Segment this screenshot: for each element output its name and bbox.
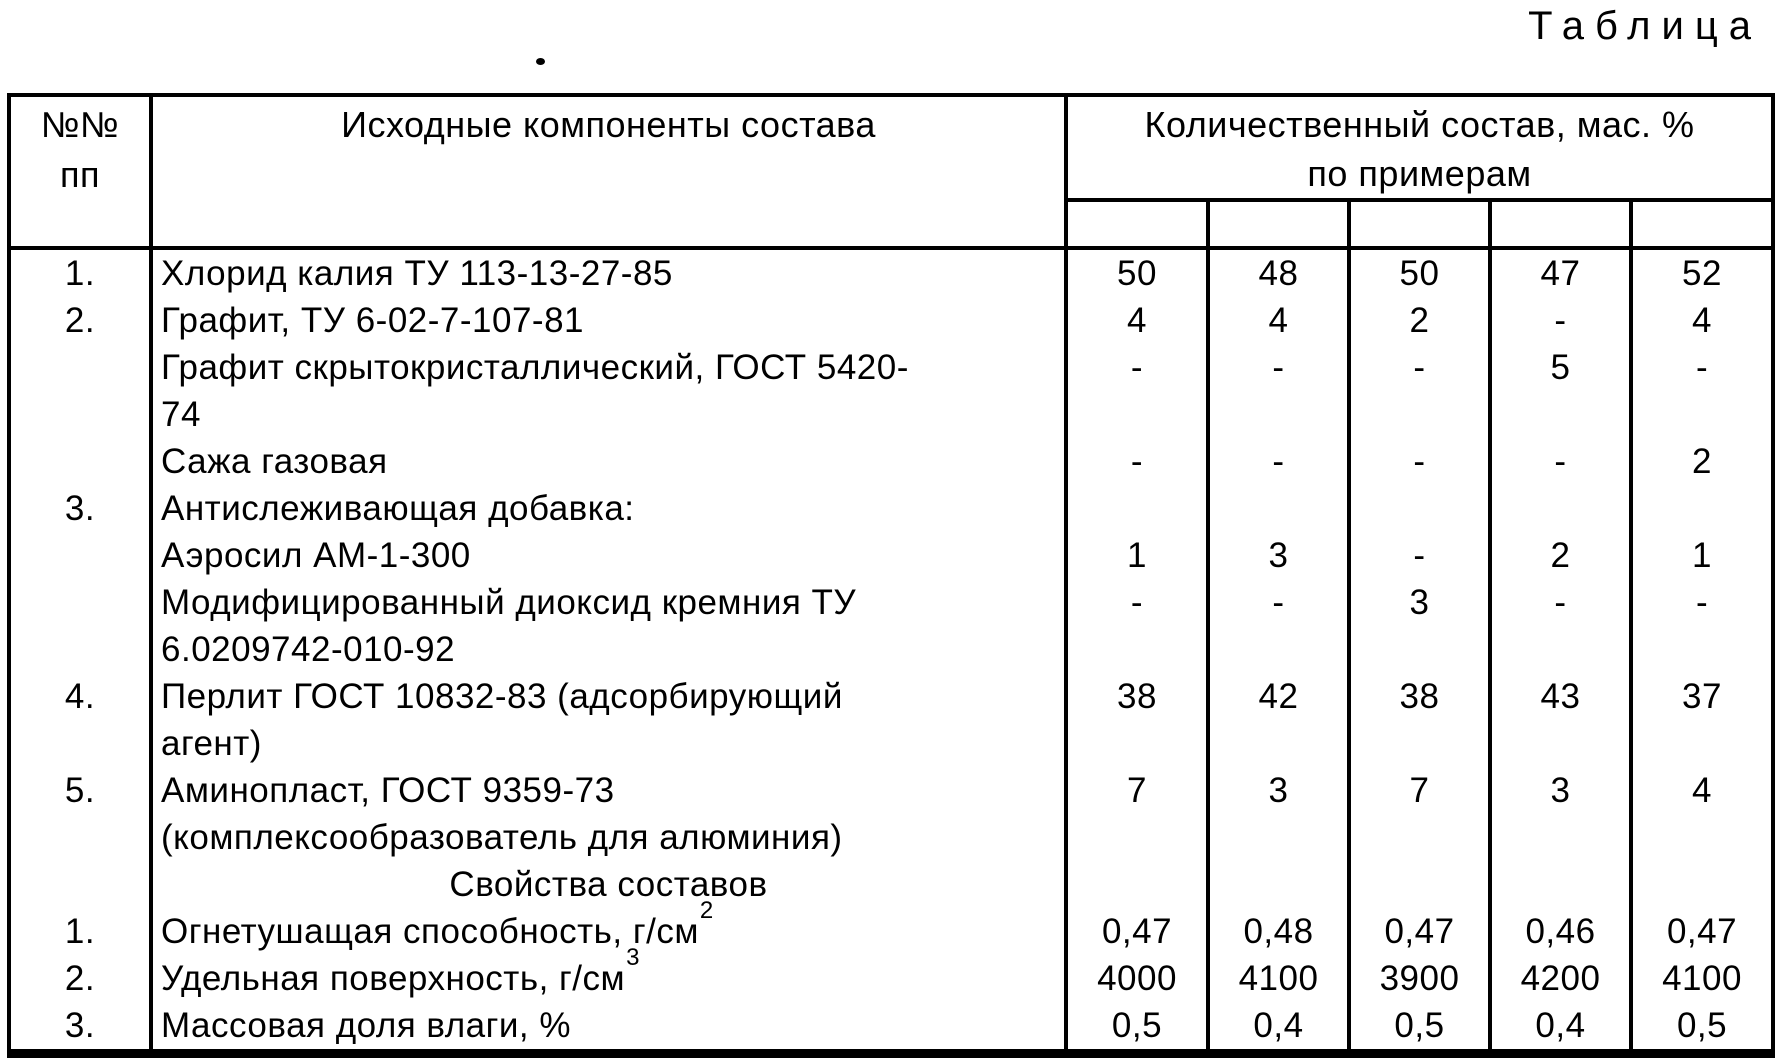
value-cell: -: [1490, 438, 1631, 485]
value-cell: 38: [1349, 673, 1490, 720]
value-cell: 4: [1631, 297, 1773, 344]
value-cell: [1208, 626, 1349, 673]
table-row: [9, 861, 1773, 908]
table-row: [9, 955, 1773, 1002]
component-label: 74: [161, 395, 201, 434]
value-cell: 0,47: [1066, 908, 1208, 955]
component-label: Массовая доля влаги, %: [161, 1006, 571, 1045]
value-cell: [1066, 626, 1208, 673]
value-cell: 4: [1208, 297, 1349, 344]
value-cell: [1066, 861, 1208, 908]
value-cell: [1490, 391, 1631, 438]
value-cell: 2: [1631, 438, 1773, 485]
value-cell: 0,5: [1066, 1002, 1208, 1054]
value-cell: 1: [1066, 532, 1208, 579]
row-number-cell: [9, 720, 151, 767]
table-row: [9, 908, 1773, 955]
header-quantity-line2: по примерам: [1307, 153, 1532, 194]
table-row: [9, 297, 1773, 344]
table-row: [9, 1002, 1773, 1054]
component-cell: [151, 579, 1066, 626]
example-column-4: [1490, 200, 1631, 248]
value-cell: -: [1349, 438, 1490, 485]
value-cell: 7: [1349, 767, 1490, 814]
value-cell: -: [1490, 579, 1631, 626]
value-cell: -: [1349, 532, 1490, 579]
value-cell: 5: [1490, 344, 1631, 391]
row-number-cell: 1.: [9, 248, 151, 297]
value-cell: -: [1490, 297, 1631, 344]
value-cell: 52: [1631, 248, 1773, 297]
component-cell: [151, 532, 1066, 579]
header-row-main: [9, 95, 1773, 200]
value-cell: [1490, 485, 1631, 532]
component-cell: [151, 438, 1066, 485]
component-label: Огнетушащая способность, г/см: [161, 912, 699, 951]
table-row: [9, 532, 1773, 579]
value-cell: 4: [1066, 297, 1208, 344]
stray-ink-dot: [536, 58, 545, 65]
row-number-cell: 3.: [9, 485, 151, 532]
component-label: Графит скрытокристаллический, ГОСТ 5420-: [161, 348, 909, 387]
value-cell: -: [1066, 579, 1208, 626]
value-cell: [1066, 485, 1208, 532]
table-row: [9, 485, 1773, 532]
composition-table: [7, 93, 1775, 1058]
superscript: 3: [626, 944, 640, 972]
example-column-1: [1066, 200, 1208, 248]
value-cell: 4: [1631, 767, 1773, 814]
component-cell: [151, 297, 1066, 344]
row-number-cell: 2.: [9, 297, 151, 344]
superscript: 2: [699, 897, 714, 925]
component-label: Графит, ТУ 6-02-7-107-81: [161, 301, 585, 340]
value-cell: -: [1208, 438, 1349, 485]
value-cell: [1066, 720, 1208, 767]
value-cell: 42: [1208, 673, 1349, 720]
component-cell: [151, 767, 1066, 814]
table-row: [9, 344, 1773, 391]
component-label: Антислеживающая добавка:: [161, 489, 635, 528]
example-column-2: [1208, 200, 1349, 248]
table-row: [9, 767, 1773, 814]
component-cell: [151, 485, 1066, 532]
value-cell: 50: [1349, 248, 1490, 297]
component-label: Перлит ГОСТ 10832-83 (адсорбирующий: [161, 677, 843, 716]
value-cell: -: [1066, 438, 1208, 485]
value-cell: 2: [1349, 297, 1490, 344]
row-number-cell: 4.: [9, 673, 151, 720]
value-cell: [1349, 626, 1490, 673]
value-cell: 0,46: [1490, 908, 1631, 955]
value-cell: 3900: [1349, 955, 1490, 1002]
component-cell: [151, 248, 1066, 297]
table-header: [9, 95, 1773, 248]
value-cell: -: [1349, 344, 1490, 391]
value-cell: [1066, 814, 1208, 861]
value-cell: [1631, 861, 1773, 908]
value-cell: -: [1631, 344, 1773, 391]
component-label: Сажа газовая: [161, 442, 388, 481]
value-cell: [1208, 720, 1349, 767]
component-cell: [151, 344, 1066, 391]
component-cell: [151, 1002, 1066, 1054]
value-cell: 38: [1066, 673, 1208, 720]
value-cell: [1208, 861, 1349, 908]
component-cell: [151, 391, 1066, 438]
value-cell: 0,47: [1631, 908, 1773, 955]
component-cell: [151, 814, 1066, 861]
value-cell: 0,47: [1349, 908, 1490, 955]
value-cell: 0,5: [1631, 1002, 1773, 1054]
header-number-line1: №№: [40, 104, 120, 145]
header-number-line2: пп: [60, 154, 100, 195]
value-cell: [1208, 391, 1349, 438]
header-quantity-line1: Количественный состав, мас. %: [1144, 104, 1695, 145]
value-cell: [1631, 626, 1773, 673]
value-cell: 3: [1349, 579, 1490, 626]
value-cell: [1349, 861, 1490, 908]
value-cell: 0,48: [1208, 908, 1349, 955]
row-number-cell: [9, 344, 151, 391]
component-cell: [151, 944, 1066, 1002]
value-cell: [1631, 485, 1773, 532]
value-cell: 3: [1208, 532, 1349, 579]
value-cell: [1208, 485, 1349, 532]
value-cell: 47: [1490, 248, 1631, 297]
table-row: [9, 248, 1773, 297]
component-cell: [151, 897, 1066, 955]
value-cell: [1208, 814, 1349, 861]
value-cell: [1349, 485, 1490, 532]
value-cell: 2: [1490, 532, 1631, 579]
header-components-column: Исходные компоненты состава: [151, 95, 1066, 248]
table-row: [9, 391, 1773, 438]
value-cell: 4100: [1631, 955, 1773, 1002]
component-cell: [151, 720, 1066, 767]
row-number-cell: 2.: [9, 955, 151, 1002]
row-number-cell: [9, 579, 151, 626]
component-cell: [151, 626, 1066, 673]
value-cell: 4200: [1490, 955, 1631, 1002]
value-cell: 50: [1066, 248, 1208, 297]
row-number-cell: 5.: [9, 767, 151, 814]
table-row: [9, 438, 1773, 485]
component-label: агент): [161, 724, 262, 763]
component-label: 6.0209742-010-92: [161, 630, 456, 669]
example-column-5: [1631, 200, 1773, 248]
header-quantity-column: [1066, 95, 1773, 200]
component-label: Хлорид калия ТУ 113-13-27-85: [161, 254, 673, 293]
component-label: (комплексообразователь для алюминия): [161, 818, 843, 857]
row-number-cell: 3.: [9, 1002, 151, 1054]
value-cell: -: [1208, 579, 1349, 626]
component-label: Удельная поверхность, г/см: [161, 959, 626, 998]
document-title: Таблица: [1528, 4, 1762, 48]
value-cell: 48: [1208, 248, 1349, 297]
row-number-cell: 1.: [9, 908, 151, 955]
value-cell: [1631, 720, 1773, 767]
table-row: [9, 814, 1773, 861]
row-number-cell: [9, 391, 151, 438]
value-cell: 1: [1631, 532, 1773, 579]
table-row: [9, 720, 1773, 767]
value-cell: [1490, 626, 1631, 673]
value-cell: [1349, 814, 1490, 861]
value-cell: 4000: [1066, 955, 1208, 1002]
example-column-3: [1349, 200, 1490, 248]
header-number-column: [9, 95, 151, 248]
value-cell: [1349, 720, 1490, 767]
component-cell: [151, 673, 1066, 720]
value-cell: 3: [1208, 767, 1349, 814]
value-cell: [1631, 814, 1773, 861]
value-cell: 0,4: [1208, 1002, 1349, 1054]
row-number-cell: [9, 814, 151, 861]
row-number-cell: [9, 532, 151, 579]
value-cell: -: [1208, 344, 1349, 391]
value-cell: 7: [1066, 767, 1208, 814]
table-row: [9, 626, 1773, 673]
value-cell: [1631, 391, 1773, 438]
value-cell: 43: [1490, 673, 1631, 720]
value-cell: -: [1631, 579, 1773, 626]
table-row: [9, 673, 1773, 720]
value-cell: 0,5: [1349, 1002, 1490, 1054]
value-cell: [1066, 391, 1208, 438]
value-cell: 37: [1631, 673, 1773, 720]
component-label: Аминопласт, ГОСТ 9359-73: [161, 771, 615, 810]
value-cell: [1349, 391, 1490, 438]
table-row: [9, 579, 1773, 626]
value-cell: -: [1066, 344, 1208, 391]
component-label: Свойства составов: [449, 865, 768, 904]
row-number-cell: [9, 438, 151, 485]
value-cell: [1490, 814, 1631, 861]
component-cell: [151, 861, 1066, 908]
table-body: [9, 248, 1773, 1054]
value-cell: 0,4: [1490, 1002, 1631, 1054]
component-label: Аэросил АМ-1-300: [161, 536, 471, 575]
component-label: Модифицированный диоксид кремния ТУ: [161, 583, 857, 622]
value-cell: 4100: [1208, 955, 1349, 1002]
row-number-cell: [9, 861, 151, 908]
value-cell: 3: [1490, 767, 1631, 814]
row-number-cell: [9, 626, 151, 673]
value-cell: [1490, 720, 1631, 767]
value-cell: [1490, 861, 1631, 908]
